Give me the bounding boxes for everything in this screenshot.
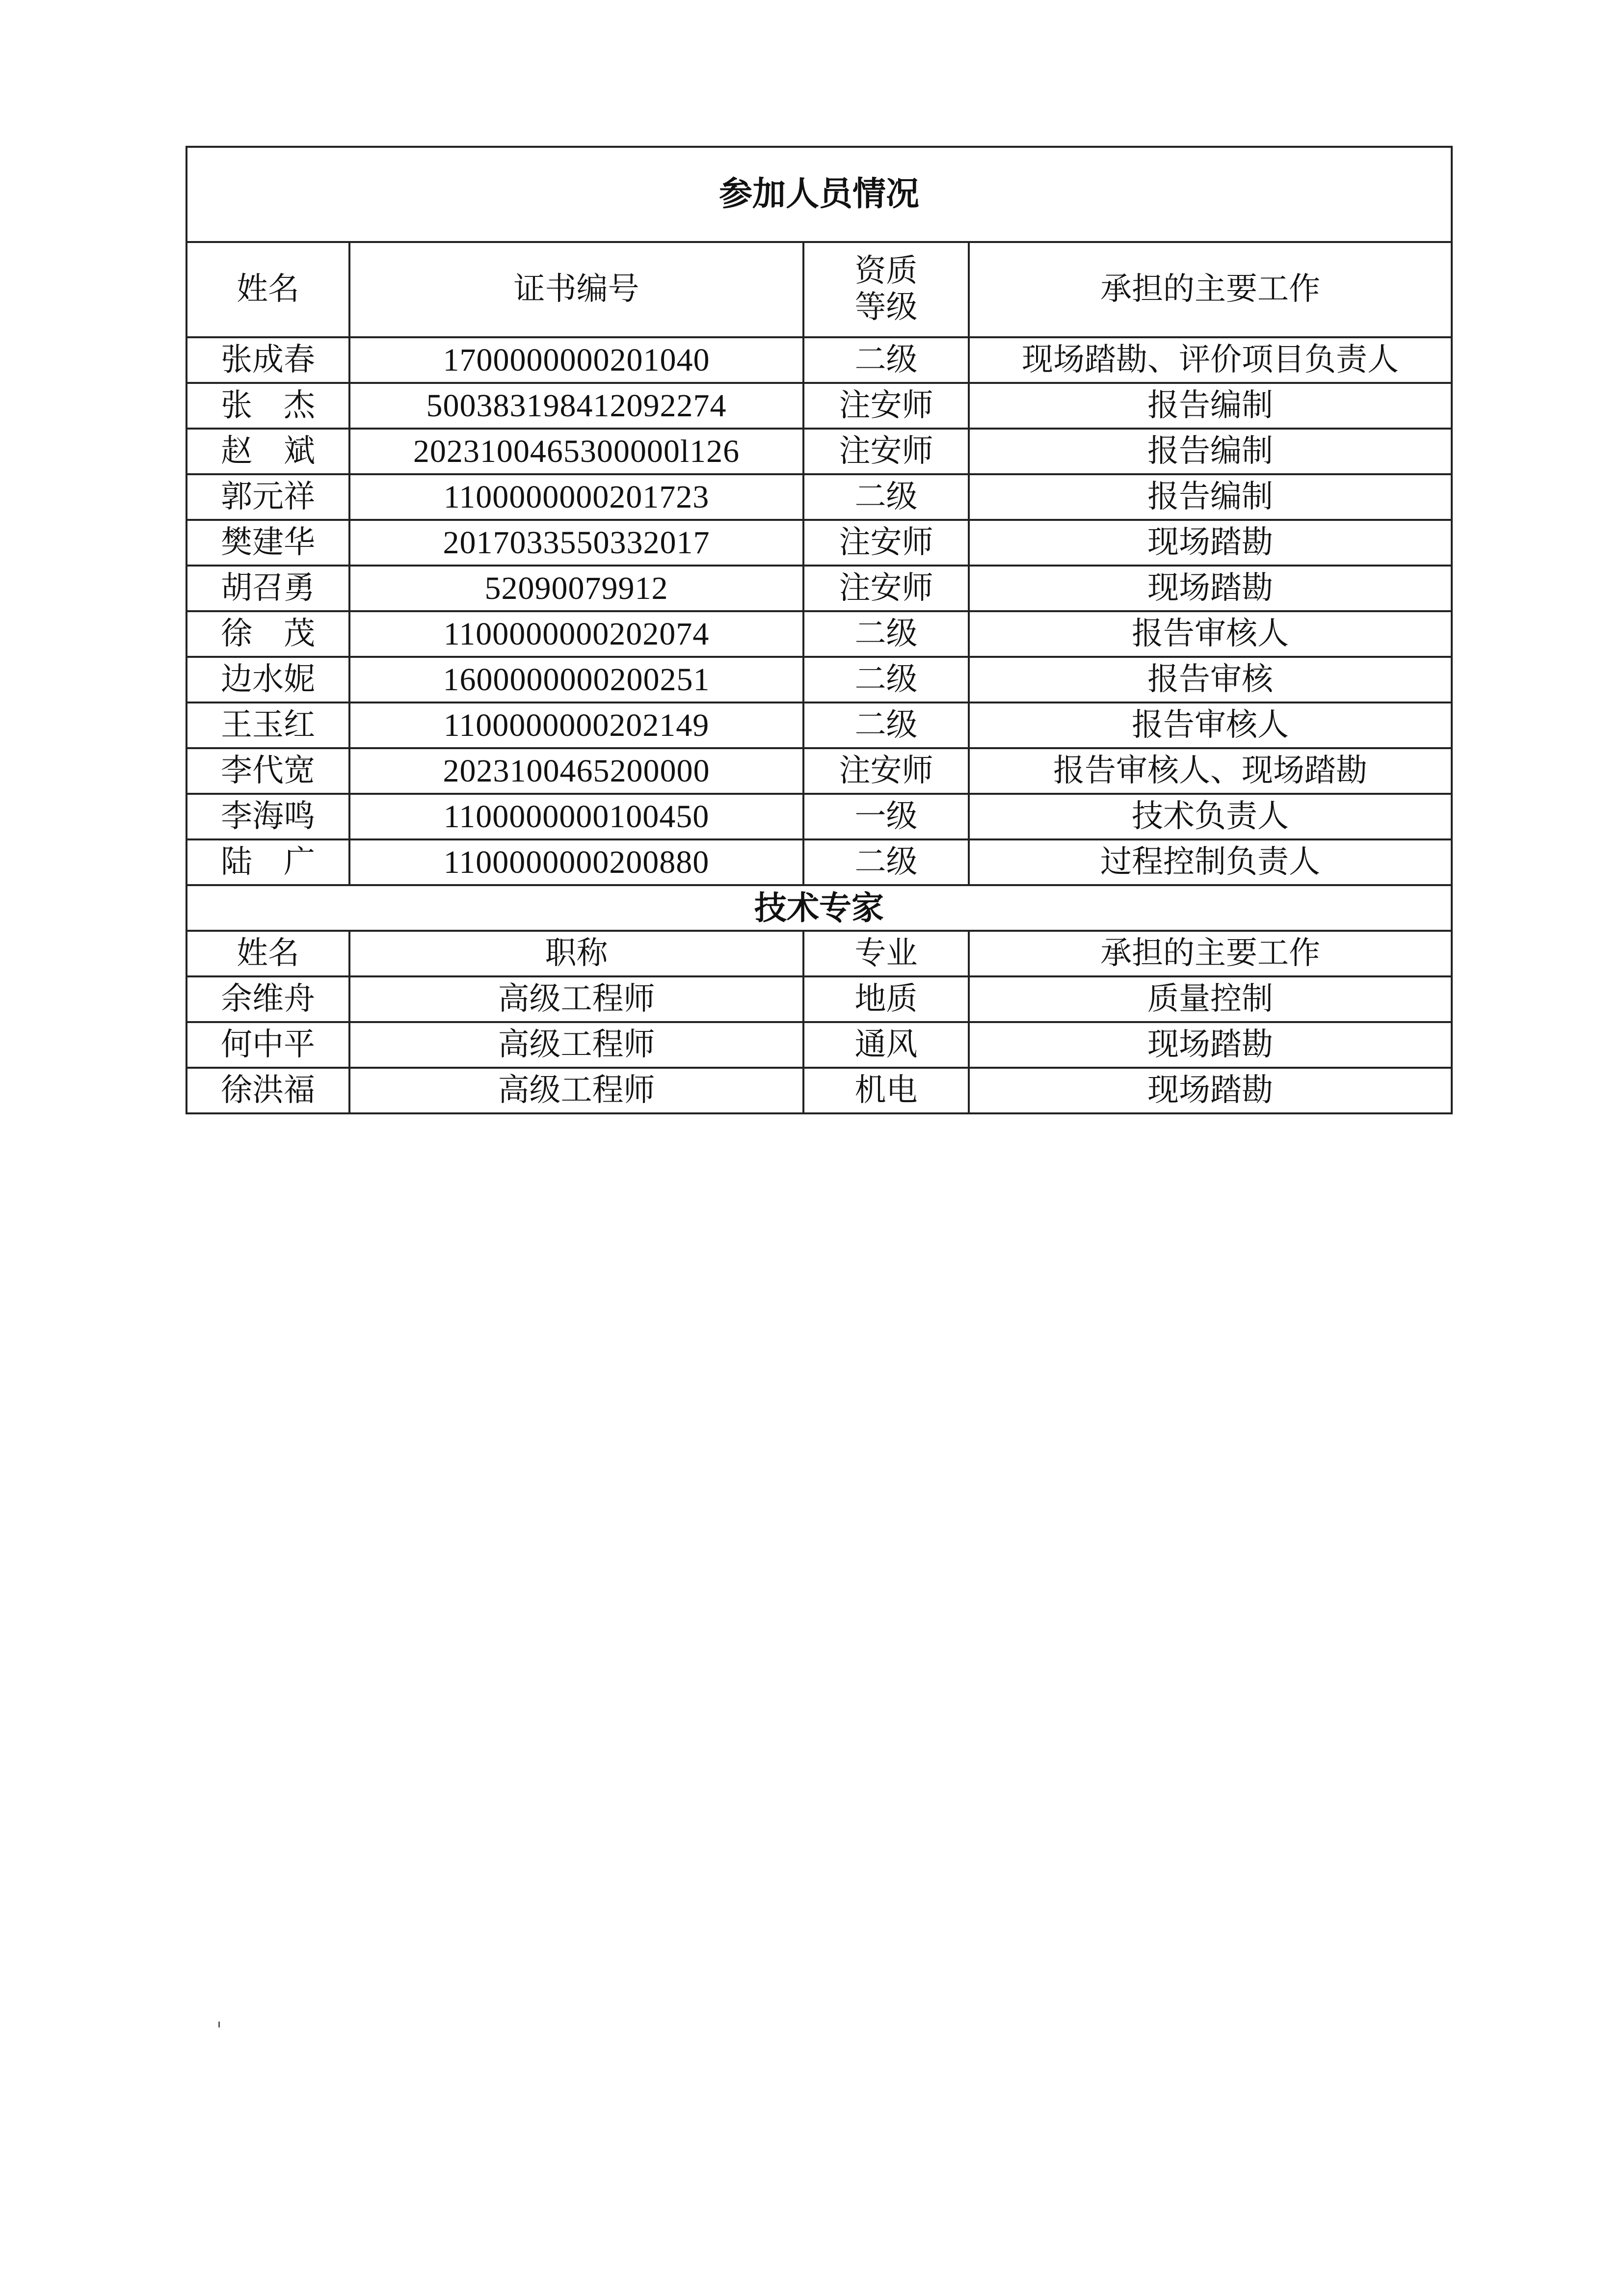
participant-row: [186, 748, 1452, 794]
participant-row: [186, 611, 1452, 657]
expert-specialty: 地质: [803, 976, 969, 1022]
participant-row: [186, 794, 1452, 839]
participant-duty: 报告审核: [969, 657, 1452, 702]
participant-duty: 报告编制: [969, 474, 1452, 520]
expert-header-specialty: 专业: [803, 931, 969, 976]
participant-qualification: 注安师: [803, 383, 969, 429]
expert-header-name: 姓名: [186, 931, 349, 976]
participant-qualification: 二级: [803, 337, 969, 383]
participant-cert-no: 1700000000201040: [349, 337, 803, 383]
participant-row: [186, 474, 1452, 520]
participant-name: 陆 广: [186, 839, 349, 885]
participant-name: 樊建华: [186, 520, 349, 566]
expert-row: [186, 976, 1452, 1022]
personnel-table: [186, 146, 1453, 1114]
expert-duty: 质量控制: [969, 976, 1452, 1022]
participant-qualification: 二级: [803, 839, 969, 885]
participant-duty: 现场踏勘、评价项目负责人: [969, 337, 1452, 383]
participant-row: [186, 657, 1452, 702]
participant-name: 张 杰: [186, 383, 349, 429]
participant-name: 王玉红: [186, 702, 349, 748]
header-qualification-line2: 等级: [854, 289, 918, 325]
participant-row: [186, 337, 1452, 383]
experts-header-row: [186, 931, 1452, 976]
header-qualification-line1: 资质: [854, 253, 918, 290]
expert-header-duty: 承担的主要工作: [969, 931, 1452, 976]
participant-duty: 现场踏勘: [969, 520, 1452, 566]
participant-qualification: 注安师: [803, 748, 969, 794]
expert-name: 何中平: [186, 1022, 349, 1068]
expert-header-title: 职称: [349, 931, 803, 976]
participant-cert-no: 1100000000202074: [349, 611, 803, 657]
participant-name: 徐 茂: [186, 611, 349, 657]
participant-cert-no: 1100000000200880: [349, 839, 803, 885]
header-duty: 承担的主要工作: [969, 242, 1452, 337]
personnel-sheet: [186, 146, 1451, 1114]
participant-qualification: 二级: [803, 657, 969, 702]
participant-name: 赵 斌: [186, 429, 349, 474]
participant-duty: 报告编制: [969, 383, 1452, 429]
participant-row: [186, 520, 1452, 566]
participant-duty: 报告编制: [969, 429, 1452, 474]
participant-name: 胡召勇: [186, 566, 349, 611]
expert-specialty: 机电: [803, 1068, 969, 1113]
participant-qualification: 注安师: [803, 566, 969, 611]
participant-cert-no: 2017033550332017: [349, 520, 803, 566]
participant-duty: 过程控制负责人: [969, 839, 1452, 885]
participant-qualification: 二级: [803, 702, 969, 748]
participant-cert-no: 52090079912: [349, 566, 803, 611]
participant-row: [186, 383, 1452, 429]
expert-name: 余维舟: [186, 976, 349, 1022]
experts-section-title: 技术专家: [186, 885, 1452, 931]
participant-cert-no: 2023100465300000l126: [349, 429, 803, 474]
participant-qualification: 注安师: [803, 520, 969, 566]
participant-cert-no: 2023100465200000: [349, 748, 803, 794]
header-cert-no: 证书编号: [349, 242, 803, 337]
participant-row: [186, 566, 1452, 611]
participant-qualification: 二级: [803, 474, 969, 520]
participant-duty: 报告审核人、现场踏勘: [969, 748, 1452, 794]
expert-title: 高级工程师: [349, 1022, 803, 1068]
experts-section-row: [186, 885, 1452, 931]
participant-row: [186, 839, 1452, 885]
participant-duty: 现场踏勘: [969, 566, 1452, 611]
expert-title: 高级工程师: [349, 1068, 803, 1113]
participant-name: 李海鸣: [186, 794, 349, 839]
expert-row: [186, 1068, 1452, 1113]
participant-name: 李代宽: [186, 748, 349, 794]
participant-row: [186, 702, 1452, 748]
table-title: 参加人员情况: [186, 147, 1452, 242]
participant-duty: 报告审核人: [969, 702, 1452, 748]
participant-duty: 技术负责人: [969, 794, 1452, 839]
header-name: 姓名: [186, 242, 349, 337]
participant-qualification: 二级: [803, 611, 969, 657]
expert-title: 高级工程师: [349, 976, 803, 1022]
participant-name: 张成春: [186, 337, 349, 383]
expert-duty: 现场踏勘: [969, 1022, 1452, 1068]
expert-duty: 现场踏勘: [969, 1068, 1452, 1113]
expert-specialty: 通风: [803, 1022, 969, 1068]
participant-qualification: 注安师: [803, 429, 969, 474]
participants-header-row: [186, 242, 1452, 337]
expert-row: [186, 1022, 1452, 1068]
participant-duty: 报告审核人: [969, 611, 1452, 657]
participant-cert-no: 1100000000100450: [349, 794, 803, 839]
participant-name: 边水妮: [186, 657, 349, 702]
participant-cert-no: 1100000000202149: [349, 702, 803, 748]
table-title-row: [186, 147, 1452, 242]
participant-name: 郭元祥: [186, 474, 349, 520]
expert-name: 徐洪福: [186, 1068, 349, 1113]
participant-cert-no: 500383198412092274: [349, 383, 803, 429]
participant-cert-no: 1600000000200251: [349, 657, 803, 702]
participant-qualification: 一级: [803, 794, 969, 839]
participant-cert-no: 1100000000201723: [349, 474, 803, 520]
participant-row: [186, 429, 1452, 474]
scan-speck: [218, 2022, 220, 2027]
header-qualification: [803, 242, 969, 337]
